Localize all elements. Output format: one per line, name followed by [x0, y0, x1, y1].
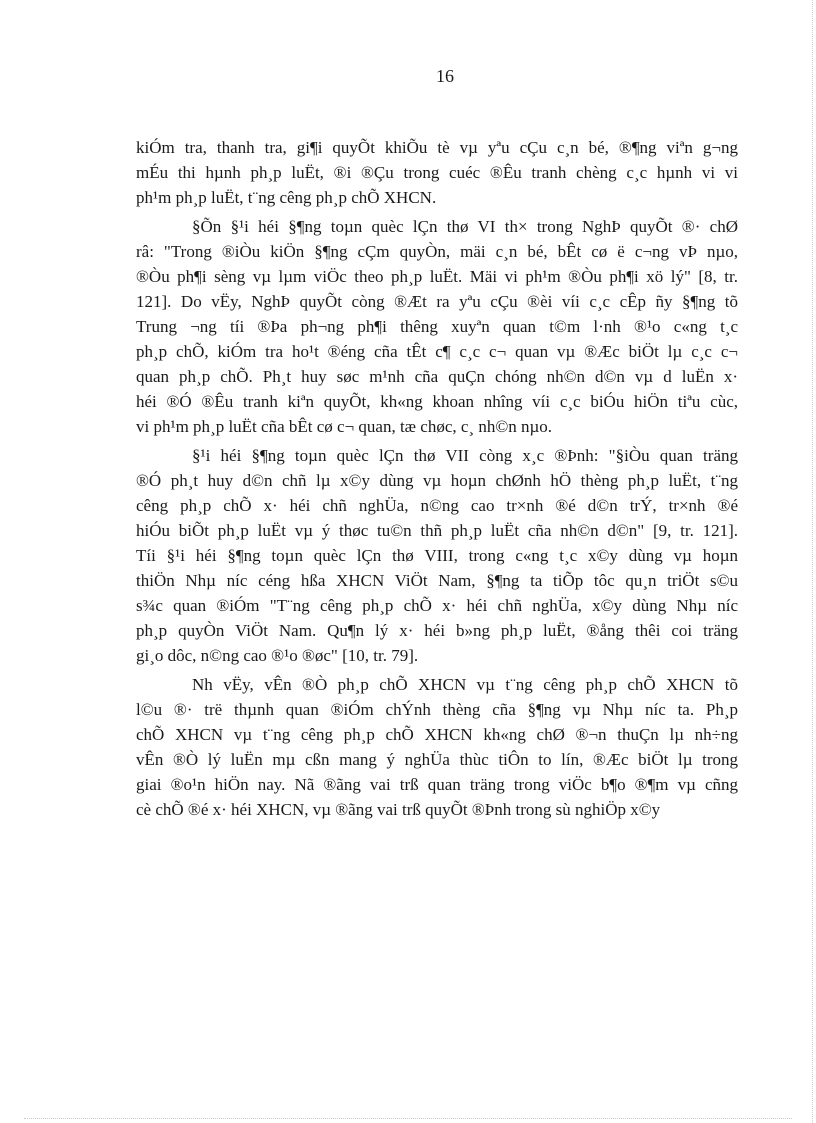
text-line: ph¸p quyÒn ViÖt Nam. Qu¶n lý x· héi b»ng ph¸p luËt, ®ång thêi coi träng: [136, 621, 738, 640]
page-number: 16: [436, 66, 454, 86]
body-text: [136, 135, 738, 822]
text-line: l©u ®· trë thµnh quan ®iÓm chÝnh thèng cña §¶ng vµ Nhµ níc ta. Ph¸p: [136, 700, 738, 719]
text-line: ®Ó ph¸t huy d©n chñ lµ x©y dùng vµ hoµn chØnh hÖ thèng ph¸p luËt, t¨ng: [136, 471, 738, 490]
text-line: thiÖn Nhµ níc céng hßa XHCN ViÖt Nam, §¶ng ta tiÕp tôc qu¸n triÖt s©u: [136, 571, 738, 590]
text-line: Nh vËy, vÊn ®Ò ph¸p chÕ XHCN vµ t¨ng cêng ph¸p chÕ XHCN tõ: [192, 675, 738, 694]
text-line: vi ph¹m ph¸p luËt cña bÊt cø c¬ quan, tæ chøc, c¸ nh©n nµo.: [136, 417, 553, 436]
paragraph: [136, 443, 738, 668]
text-line: cêng ph¸p chÕ x· héi chñ nghÜa, n©ng cao tr×nh ®é d©n trÝ, tr×nh ®é: [136, 496, 738, 515]
text-line: chÕ XHCN vµ t¨ng cêng ph¸p chÕ XHCN kh«ng chØ ®¬n thuÇn lµ nh÷ng: [136, 725, 738, 744]
paragraph: [136, 214, 738, 439]
text-line: ®Òu ph¶i sèng vµ lµm viÖc theo ph¸p luËt. Mäi vi ph¹m ®Òu ph¶i xö lý" [8, tr.: [136, 267, 738, 286]
text-line: ph¹m ph¸p luËt, t¨ng cêng ph¸p chÕ XHCN.: [136, 188, 437, 207]
text-line: Tíi §¹i héi §¶ng toµn quèc lÇn thø VIII, trong c«ng t¸c x©y dùng vµ hoµn: [136, 546, 738, 565]
text-line: râ: "Trong ®iÒu kiÖn §¶ng cÇm quyÒn, mäi c¸n bé, bÊt cø ë c¬ng vÞ nµo,: [136, 242, 738, 261]
text-line: §¹i héi §¶ng toµn quèc lÇn thø VII còng x¸c ®Þnh: "§iÒu quan träng: [192, 446, 738, 465]
text-line: hiÓu biÕt ph¸p luËt vµ ý thøc tu©n thñ ph¸p luËt cña nh©n d©n" [9, tr. 121].: [136, 521, 738, 540]
bottom-dotted-rule: [24, 1118, 792, 1119]
text-line: s¾c quan ®iÓm "T¨ng cêng ph¸p chÕ x· héi chñ nghÜa, x©y dùng Nhµ níc: [136, 596, 738, 615]
text-line: héi ®Ó ®Êu tranh kiªn quyÕt, kh«ng khoan nhîng víi c¸c biÓu hiÖn tiªu cùc,: [136, 392, 738, 411]
right-dotted-rule: [812, 0, 813, 1123]
paragraph: [136, 672, 738, 822]
text-line: vÊn ®Ò lý luËn mµ cßn mang ý nghÜa thùc tiÔn to lín, ®Æc biÖt lµ trong: [136, 750, 738, 769]
text-line: cè chÕ ®é x· héi XHCN, vµ ®ãng vai trß quyÕt ®Þnh trong sù nghiÖp x©y: [136, 800, 661, 819]
text-line: gi¸o dôc, n©ng cao ®¹o ®øc" [10, tr. 79].: [136, 646, 419, 665]
text-line: ph¸p chÕ, kiÓm tra ho¹t ®éng cña tÊt c¶ c¸c c¬ quan vµ ®Æc biÖt lµ c¸c c¬: [136, 342, 738, 361]
paragraph: [136, 135, 738, 210]
text-line: quan ph¸p chÕ. Ph¸t huy søc m¹nh cña quÇn chóng nh©n d©n vµ d luËn x·: [136, 367, 738, 386]
text-line: §Õn §¹i héi §¶ng toµn quèc lÇn thø VI th× trong NghÞ quyÕt ®· chØ: [192, 217, 738, 236]
text-line: mÉu thi hµnh ph¸p luËt, ®i ®Çu trong cuéc ®Êu tranh chèng c¸c hµnh vi vi: [136, 163, 738, 182]
text-line: 121]. Do vËy, NghÞ quyÕt còng ®Æt ra yªu cÇu ®èi víi c¸c cÊp ñy §¶ng tõ: [136, 292, 738, 311]
text-line: Trung ¬ng tíi ®Þa ph¬ng ph¶i thêng xuyªn quan t©m l·nh ®¹o c«ng t¸c: [136, 317, 738, 336]
text-line: giai ®o¹n hiÖn nay. Nã ®ãng vai trß quan träng trong viÖc b¶o ®¶m vµ cñng: [136, 775, 738, 794]
text-line: kiÓm tra, thanh tra, gi¶i quyÕt khiÕu tè vµ yªu cÇu c¸n bé, ®¶ng viªn g¬ng: [136, 138, 738, 157]
